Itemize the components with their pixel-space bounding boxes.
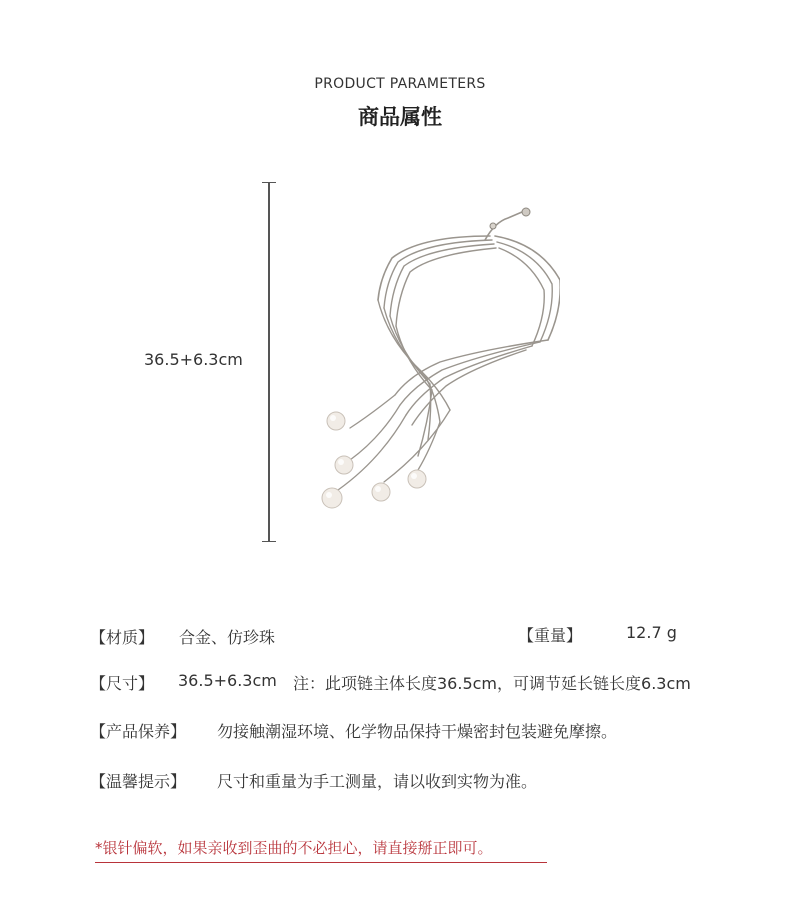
size-value: 36.5+6.3cm bbox=[178, 671, 277, 690]
dimension-label: 36.5+6.3cm bbox=[144, 350, 243, 369]
weight-value: 12.7 g bbox=[626, 623, 677, 642]
care-label: 【产品保养】 bbox=[90, 722, 187, 741]
material-label: 【材质】 bbox=[90, 628, 155, 647]
care-value: 勿接触潮湿环境、化学物品保持干燥密封包装避免摩擦。 bbox=[217, 722, 618, 741]
header-title-cn: 商品属性 bbox=[358, 105, 442, 129]
dimension-line bbox=[268, 183, 270, 541]
tips-label: 【温馨提示】 bbox=[90, 772, 187, 791]
necklace-image bbox=[300, 200, 560, 530]
size-label: 【尺寸】 bbox=[90, 674, 155, 693]
notice-underline bbox=[95, 862, 547, 863]
size-note: 注：此项链主体长度36.5cm，可调节延长链长度6.3cm bbox=[293, 674, 691, 693]
tips-value: 尺寸和重量为手工测量，请以收到实物为准。 bbox=[217, 772, 538, 791]
weight-label: 【重量】 bbox=[518, 626, 583, 645]
notice-text: *银针偏软，如果亲收到歪曲的不必担心，请直接掰正即可。 bbox=[95, 839, 493, 857]
dimension-cap-bottom bbox=[262, 541, 276, 542]
header-title-en: PRODUCT PARAMETERS bbox=[314, 76, 486, 92]
material-value: 合金、仿珍珠 bbox=[179, 628, 276, 647]
